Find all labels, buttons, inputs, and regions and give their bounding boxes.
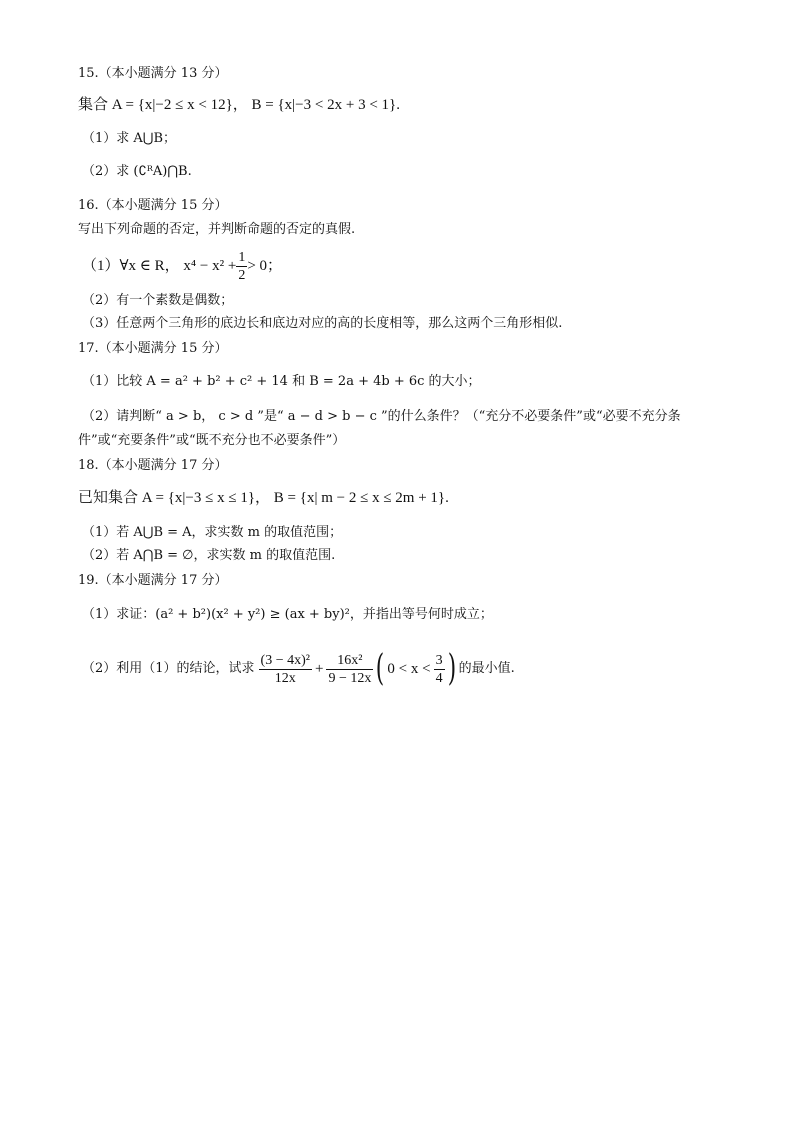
q17-part2-line2: 件”或“充要条件”或“既不充分也不必要条件”）	[78, 433, 346, 448]
q19-part1: （1）求证：(a² + b²)(x² + y²) ≥ (ax + by)²，并指出等号何时成立；	[82, 607, 493, 622]
q18-intro: 已知集合 A = {x|−3 ≤ x ≤ 1}， B = {x| m − 2 ≤ x ≤ 2m + 1}.	[78, 490, 449, 506]
q19-plus-sign: +	[314, 661, 324, 677]
q19-cond-numerator: 3	[435, 652, 443, 668]
q16-part1	[82, 246, 282, 286]
q16-header: 16.（本小题满分 15 分）	[78, 198, 228, 213]
q16-part2: （2）有一个素数是偶数；	[82, 293, 234, 308]
q19-frac2-denominator: 9 − 12x	[328, 670, 372, 686]
q19-part2-post: 的最小值.	[458, 661, 515, 676]
q18-part1: （1）若 A⋃B = A，求实数 m 的取值范围；	[82, 525, 343, 540]
q19-right-paren: )	[447, 648, 456, 689]
q19-condition-fraction	[434, 652, 445, 687]
q19-condition: 0 < x <	[387, 661, 431, 677]
q15-part2: （2）求 (∁ᴿA)⋂B.	[82, 164, 192, 179]
q15-header: 15.（本小题满分 13 分）	[78, 66, 228, 81]
q19-frac1-numerator: (3 − 4x)²	[260, 652, 310, 668]
q15-intro: 集合 A = {x|−2 ≤ x < 12}， B = {x|−3 < 2x + 3 < 1}.	[78, 97, 400, 113]
q19-fraction-2	[326, 652, 373, 687]
q19-header: 19.（本小题满分 17 分）	[78, 573, 228, 588]
q16-part3: （3）任意两个三角形的底边长和底边对应的高的长度相等，那么这两个三角形相似.	[82, 316, 563, 331]
q15-part1: （1）求 A⋃B；	[82, 131, 177, 146]
q19-part2	[82, 645, 515, 693]
q16-part1-pre: （1）∀x ∈ R， x⁴ − x² +	[82, 258, 237, 274]
q19-frac1-denominator: 12x	[274, 670, 296, 686]
q19-frac2-numerator: 16x²	[326, 652, 373, 670]
q17-header: 17.（本小题满分 15 分）	[78, 341, 228, 356]
q17-part2-line1: （2）请判断“ a > b， c > d ”是“ a − d > b − c ”的什么条件？（“充分不必要条件”或“必要不充分条	[82, 409, 681, 424]
q16-part1-fraction	[236, 249, 247, 284]
q16-frac-denominator: 2	[238, 267, 246, 283]
q16-frac-numerator: 1	[238, 249, 246, 265]
q18-header: 18.（本小题满分 17 分）	[78, 458, 228, 473]
q18-part2: （2）若 A⋂B = ∅，求实数 m 的取值范围.	[82, 548, 336, 563]
q19-fraction-1	[259, 652, 312, 687]
q16-part1-post: > 0；	[247, 258, 283, 274]
q19-cond-denominator: 4	[435, 670, 443, 686]
q19-left-paren: (	[376, 648, 385, 689]
q16-intro: 写出下列命题的否定，并判断命题的否定的真假.	[78, 222, 356, 237]
q19-part2-pre: （2）利用（1）的结论，试求	[82, 661, 255, 676]
q17-part1: （1）比较 A = a² + b² + c² + 14 和 B = 2a + 4b + 6c 的大小；	[82, 374, 481, 389]
